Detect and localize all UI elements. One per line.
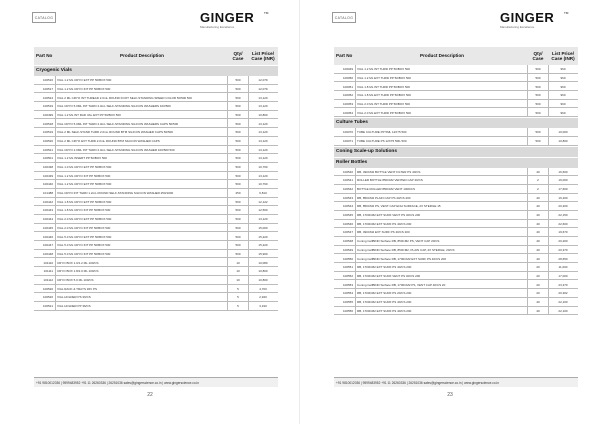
table-row (334, 280, 578, 289)
table-row (334, 185, 578, 194)
cell-description: VIAL 5.0 ML CRYO INT PP 50/BOX 500 (57, 243, 111, 248)
table-row (34, 172, 278, 181)
cell-description: VIAL 1.8 ML EXT THRD PP 50/BOX 500 (357, 93, 411, 98)
cell-description: RB, 490CM2 EXT SURF PS 40/CS 200 (357, 230, 410, 235)
col-description: Product Description (120, 53, 164, 59)
brand-tagline: Manufacturing Excellence (200, 25, 235, 29)
cell-description: VIAL CRYO 5.0ML INT THRD 2.0mL SELF-STANDING SILICON WASHERS 100/500 (57, 104, 171, 109)
table-row (334, 137, 578, 146)
cell-qty: 500 (235, 95, 241, 100)
cell-qty: 500 (235, 78, 241, 83)
cell-price: 23,370 (558, 282, 568, 287)
section-title-culture: Culture Tubes (334, 118, 578, 128)
contact-footer: +91 9810012036 | 9599483952 +91 11 26260336 | 26251036 sales@gingerscience.co.in | www.gingerscience.co.in (34, 377, 278, 387)
trademark: TM (264, 11, 269, 15)
cell-description: VIAL 1.2 ML INT RAD VAL EXT PP 50/BOX 500 (57, 112, 121, 117)
cell-description: VIAL 5.0 ML CRYO EXT PP 50/BOX 500 (57, 234, 112, 239)
cell-qty: 500 (535, 84, 541, 89)
cell-price: 22,150 (558, 213, 568, 218)
cell-part-no: 100554 (342, 291, 353, 296)
table-row (34, 146, 278, 155)
cell-price: 10,800 (258, 277, 268, 282)
cell-description: Coning CellBIND Surface RB, 850CM2, PLAIN CAP, 2X STERILE, 20/CS (357, 247, 455, 252)
cell-price: 16,000 (558, 178, 568, 183)
cell-price: 13,120 (258, 147, 268, 152)
cell-part-no: 101488 (42, 191, 53, 196)
cell-part-no: 100054 (342, 110, 353, 115)
table-row (334, 82, 578, 91)
cell-description: VIAL 1.0 ML CRYO EXT PP 50/BOX 500 (57, 165, 112, 170)
table-row (34, 189, 278, 198)
table-row (34, 93, 278, 102)
table-row (34, 163, 278, 172)
cell-part-no: 100442 (42, 199, 53, 204)
table-row (34, 111, 278, 120)
cell-qty: 500 (535, 138, 541, 143)
table-row (334, 263, 578, 272)
table-row (334, 194, 578, 203)
cell-price: 12,560 (258, 208, 268, 213)
cell-price: 15,900 (258, 251, 268, 256)
cell-part-no: 100552 (342, 273, 353, 278)
cell-price: 22,100 (558, 308, 568, 313)
cell-part-no: 100553 (342, 282, 353, 287)
cell-price: 10,000 (558, 130, 568, 135)
cell-part-no: 100445 (42, 225, 53, 230)
cell-price: 12,079 (258, 86, 268, 91)
cell-description: VIAL 1.2 ML CRYO EXT PP 50/BOX 500 (57, 78, 112, 83)
cell-price: 13,120 (258, 217, 268, 222)
cell-price: 19,670 (558, 230, 568, 235)
cell-part-no: 100052 (342, 93, 353, 98)
contact-footer: +91 9810012036 | 9599483952 +91 11 26260336 | 26251036 sales@gingerscience.co.in | www.gingerscience.co.in (334, 377, 578, 387)
cell-description: RB, 850CM2 PLAIN CAP PS 40/CS 200 (357, 195, 411, 200)
cell-price: 10,800 (558, 138, 568, 143)
table-header (34, 47, 278, 65)
cell-part-no: 100521 (42, 304, 53, 309)
table-row (34, 154, 278, 163)
cell-price: 10,760 (258, 165, 268, 170)
cell-description: VIAL 2.0 ML INT THRD PP 50/BOX 500 (357, 101, 410, 106)
cell-price: 16,600 (558, 169, 568, 174)
cell-qty: 500 (235, 130, 241, 135)
page-header (0, 0, 300, 44)
table-body (334, 128, 578, 145)
page-number: 22 (147, 392, 153, 398)
cell-qty: 500 (235, 225, 241, 230)
cell-price: 13,120 (258, 156, 268, 161)
cell-part-no: 100447 (42, 243, 53, 248)
table-body (334, 65, 578, 117)
cell-qty: 500 (235, 147, 241, 152)
cell-qty: 10 (236, 260, 240, 265)
table-row (334, 272, 578, 281)
cell-price: 13,120 (258, 138, 268, 143)
table-row (34, 206, 278, 215)
cell-part-no: 100440 (42, 182, 53, 187)
trademark: TM (564, 11, 569, 15)
cell-part-no: 100501 (42, 156, 53, 161)
cell-description: TUBE CULTURE PP 5ML 12X75 500 (357, 130, 407, 135)
table-row (334, 202, 578, 211)
cell-description: VIAL 2 ML CRYO EXT THRD 2.0mL ROUND BTM SILICON WASHER CAPS (57, 138, 160, 143)
cell-price: 13,120 (258, 173, 268, 178)
table-header (334, 47, 578, 65)
cell-qty: 500 (535, 110, 541, 115)
cell-price: 28,650 (558, 256, 568, 261)
cell-qty: 40 (536, 256, 540, 261)
table-row (334, 91, 578, 100)
cell-qty: 2 (537, 187, 539, 192)
right-page (300, 0, 600, 424)
cell-description: VIAL 1.8 ML CRYO EXT PP 50/BOX 500 (57, 199, 112, 204)
cell-qty: 500 (535, 101, 541, 106)
cell-part-no: 100051 (342, 84, 353, 89)
cell-part-no: 100448 (42, 251, 53, 256)
cell-part-no: 100542 (342, 187, 353, 192)
cell-qty: 40 (536, 221, 540, 226)
brand-name: GINGER (500, 10, 555, 25)
cell-qty: 10 (236, 277, 240, 282)
cell-part-no: 100524 (42, 95, 53, 100)
cell-description: VIAL CRYO 2.0ML INT THRD 2.0mL SELF-STANDING SILICON WASHER 100/500 500 (57, 147, 175, 152)
table-row (334, 168, 578, 177)
cell-description: RB, 850CM2 PS, VENT CAP ENH SURFACE, 2X STERILE 15 (357, 204, 441, 209)
cell-part-no: 100438 (42, 165, 53, 170)
cell-description: VIAL 2 ML CRYO INT THREAD 2.0mL ROUND FOOT SELF-STANDING SPEED COLOR 50/500 500 (57, 95, 192, 100)
cell-qty: 500 (535, 67, 541, 72)
table-body (34, 76, 278, 311)
cell-description: VIAL 1.8 ML CRYO INT PP 50/BOX 500 (57, 208, 111, 213)
cell-part-no: 100521 (42, 147, 53, 152)
cell-qty: 250 (235, 191, 241, 196)
cell-part-no: 100544 (342, 204, 353, 209)
table-row (34, 258, 278, 267)
cell-part-no: 100520 (42, 138, 53, 143)
cell-part-no: 100520 (42, 286, 53, 291)
col-part-no: Part No (336, 53, 353, 59)
cell-description: VIAL 2.0 ML CRYO EXT PP 50/BOX 500 (57, 217, 112, 222)
col-description: Product Description (420, 53, 464, 59)
cell-part-no: 100549 (342, 247, 353, 252)
cell-description: VIAL 1.8 ML INT THRD PP 50/BOX 500 (357, 84, 410, 89)
cell-description: Coning CellBIND Surface RB, 1700CM2 PS, VENT CAP 40/CS 20 (357, 282, 446, 287)
table-row (34, 76, 278, 85)
cell-description: CRYO BOX 5.0 ML 100/CS (57, 277, 94, 282)
cell-price: 10,800 (258, 269, 268, 274)
cell-qty: 500 (235, 243, 241, 248)
cell-qty: 40 (536, 247, 540, 252)
cell-description: VIAL 2.0 ML EXT THRD PP 50/BOX 500 (357, 110, 411, 115)
cell-qty: 5 (237, 286, 239, 291)
catalog-badge: CATALOG (32, 12, 56, 23)
cell-qty: 500 (235, 217, 241, 222)
section-title-roller: Roller Bottles (334, 158, 578, 168)
cell-description: RB, 1700CM2 EXT SURF PS 40/CS 200 (357, 299, 412, 304)
table-row (334, 246, 578, 255)
table-row (34, 128, 278, 137)
cell-price: 20,370 (558, 247, 568, 252)
cell-qty: 40 (536, 213, 540, 218)
cell-part-no: 100049 (342, 67, 353, 72)
catalog-badge: CATALOG (332, 12, 356, 23)
cell-part-no: 100540 (342, 169, 353, 174)
cell-price: 6,810 (259, 191, 267, 196)
cell-description: RB, 1700CM2 EXT SURF PS 40/CS 200 (357, 221, 412, 226)
cell-description: VIAL 1.2 ML INT THRD PP 50/BOX 500 (357, 67, 410, 72)
cell-description: VIAL HOLDER PS 36/CS (57, 295, 91, 300)
cell-price: 960 (560, 67, 566, 72)
cell-price: 15,220 (258, 243, 268, 248)
cell-part-no: 101110 (43, 260, 53, 265)
cell-qty: 500 (235, 138, 241, 143)
cell-price: 17,000 (558, 273, 568, 278)
cell-price: 10,860 (258, 112, 268, 117)
cell-price: 20,302 (558, 291, 568, 296)
cell-description: RB, 1700CM2 EXT SURF PS 20/CS 200 (357, 291, 412, 296)
table-row (34, 215, 278, 224)
cell-part-no: 100518 (42, 121, 53, 126)
table-row (334, 65, 578, 74)
cell-price: 15,220 (258, 234, 268, 239)
cell-qty: 500 (235, 121, 241, 126)
cell-qty: 500 (235, 86, 241, 91)
col-part-no: Part No (36, 53, 53, 59)
cell-description: VIAL 2 ML SELF-STAND THRD 2.0mL ROUND BTM SILICON WASHER CAPS 50/500 (57, 130, 173, 135)
table-row (34, 285, 278, 294)
section-title: Cryogenic Vials (34, 66, 278, 76)
cell-qty: 20 (536, 291, 540, 296)
cell-qty: 500 (235, 234, 241, 239)
cell-description: ROLLER BOTTLE 850CM2 VENTED CAP 20/CS (357, 178, 423, 183)
cell-price: 960 (560, 84, 566, 89)
cell-qty: 500 (235, 156, 241, 161)
cell-description: VIAL CRYO 5.0ML INT THRD 2.0mL SELF-STANDING SILICON WASHERS CAPS 50/500 (57, 121, 179, 126)
cell-price: 2,940 (259, 295, 267, 300)
col-price: List Price/ Case (INR) (551, 50, 575, 61)
cell-part-no: 101111 (43, 269, 53, 274)
col-price: List Price/ Case (INR) (251, 50, 275, 61)
cell-price: 12,122 (258, 199, 268, 204)
table-row (334, 254, 578, 263)
cell-qty: 40 (536, 299, 540, 304)
cell-price: 960 (560, 75, 566, 80)
brand-tagline: Manufacturing Excellence (500, 25, 535, 29)
section-title-coating: Coning Scale-up Solutions (334, 147, 578, 157)
table-row (334, 74, 578, 83)
table-row (34, 250, 278, 259)
cell-description: VIAL HOLDER PP 36/CS (57, 304, 91, 309)
table-row (34, 224, 278, 233)
table-row (34, 198, 278, 207)
cell-qty: 10 (236, 269, 240, 274)
cell-qty: 2 (537, 178, 539, 183)
cell-part-no: 100444 (42, 217, 53, 222)
table-body (334, 168, 578, 316)
cell-part-no: 100520 (42, 295, 53, 300)
table-row (334, 228, 578, 237)
table-row (34, 232, 278, 241)
cell-part-no: 100543 (342, 195, 353, 200)
cell-description: Coning CellBIND Surface RB, 850CM2 PS, VENT CAP 20/CS (357, 239, 440, 244)
cell-part-no: 100545 (342, 213, 353, 218)
table-row (334, 298, 578, 307)
cell-price: 3,190 (259, 304, 267, 309)
cell-qty: 500 (235, 104, 241, 109)
cell-qty: 5 (237, 295, 239, 300)
cell-part-no: 100517 (42, 86, 53, 91)
cell-description: VIAL 1.2 ML CRYO INT PP 50/BOX 500 (57, 173, 111, 178)
cell-part-no: 100071 (342, 138, 353, 143)
cell-description: RB, 1700CM2 EXT SURF VENT PS 40/CS 200 (357, 273, 421, 278)
price-table-right (334, 47, 578, 315)
cell-description: VIAL 5.0 ML CRYO INT PP 50/BOX 500 (57, 251, 111, 256)
cell-description: CRYO BOX 1.8/2.0 ML 100/CS (57, 269, 99, 274)
cell-description: VIAL 1.2 ML EXT THRD PP 50/BOX 500 (357, 75, 411, 80)
table-row (34, 119, 278, 128)
cell-qty: 500 (235, 112, 241, 117)
cell-price: 13,120 (258, 104, 268, 109)
cell-qty: 500 (235, 199, 241, 204)
table-row (334, 289, 578, 298)
cell-price: 17,600 (558, 187, 568, 192)
cell-description: RB, 1700CM2 EXT SURF VENT PS 40/CS 200 (357, 213, 421, 218)
cell-part-no: 100541 (342, 178, 353, 183)
cell-price: 10,760 (258, 182, 268, 187)
cell-price: 960 (560, 93, 566, 98)
cell-price: 960 (560, 101, 566, 106)
cell-description: VIAL 1.2 ML CRYO EXT PP 50/BOX 500 (57, 182, 112, 187)
table-row (334, 128, 578, 137)
cell-description: Coning CellBIND Surface RB, 1700CM2 EXT SURF PS 40/CS 200 (357, 256, 446, 261)
cell-description: RB, 1700CM2 EXT SURF PS 40/CS 200 (357, 308, 412, 313)
cell-price: 22,600 (558, 221, 568, 226)
page-header (300, 0, 600, 44)
cell-description: CRYO BOX 1.0/1.2 ML 100/CS (57, 260, 99, 265)
cell-part-no: 100551 (342, 265, 353, 270)
cell-price: 11,000 (558, 265, 568, 270)
cell-part-no: 100050 (342, 75, 353, 80)
cell-qty: 20 (536, 273, 540, 278)
cell-qty: 40 (536, 195, 540, 200)
cell-qty: 5 (237, 304, 239, 309)
cell-part-no: 100053 (342, 101, 353, 106)
cell-price: 12,079 (258, 78, 268, 83)
table-row (34, 102, 278, 111)
cell-part-no: 101112 (43, 277, 53, 282)
cell-description: VIAL 2.0 ML CRYO INT PP 50/BOX 500 (57, 225, 111, 230)
cell-part-no: 100555 (342, 299, 353, 304)
cell-part-no: 100556 (342, 308, 353, 313)
cell-price: 13,120 (258, 121, 268, 126)
cell-part-no: 100070 (342, 130, 353, 135)
cell-qty: 500 (235, 182, 241, 187)
cell-price: 10,080 (258, 260, 268, 265)
table-row (34, 267, 278, 276)
cell-description: VIAL RACK & TRAYS 36V PS (57, 286, 97, 291)
table-row (34, 137, 278, 146)
cell-part-no: 100519 (42, 104, 53, 109)
cell-part-no: 100519 (42, 130, 53, 135)
cell-description: VIAL 1.2 ML CRYO INT PP 50/BOX 500 (57, 86, 111, 91)
table-row (34, 293, 278, 302)
cell-qty: 20 (536, 282, 540, 287)
cell-part-no: 100446 (42, 234, 53, 239)
cell-description: RB, 490CM2 BOTTLE VENT FILTER PS 40/CS (357, 169, 421, 174)
table-row (334, 211, 578, 220)
cell-qty: 500 (235, 251, 241, 256)
cell-qty: 40 (536, 169, 540, 174)
cell-part-no: 100547 (342, 230, 353, 235)
cell-description: BOTTLE ROLLER 850CM2 VENT 1000/CS (357, 187, 415, 192)
price-table-left (34, 47, 278, 311)
cell-price: 15,000 (258, 225, 268, 230)
cell-price: 13,120 (258, 130, 268, 135)
cell-price: 20,200 (558, 239, 568, 244)
cell-description: VIAL CRYO INT THRD 1.2mL ROUND SELF-STANDING SILICON WASHER 250/1000 (57, 191, 174, 196)
cell-qty: 500 (235, 173, 241, 178)
cell-qty: 40 (536, 230, 540, 235)
brand-logo (500, 11, 572, 31)
cell-price: 960 (560, 110, 566, 115)
cell-qty: 500 (535, 93, 541, 98)
cell-part-no: 100499 (42, 112, 53, 117)
cell-price: 20,200 (558, 204, 568, 209)
cell-part-no: 100443 (42, 208, 53, 213)
page-number: 23 (447, 392, 453, 398)
table-row (334, 307, 578, 316)
table-row (34, 241, 278, 250)
cell-qty: 500 (535, 130, 541, 135)
cell-price: 4,700 (259, 286, 267, 291)
cell-part-no: 100516 (42, 78, 53, 83)
cell-description: VIAL 1.2 ML INSERT PP 50/BOX 500 (57, 156, 107, 161)
cell-qty: 500 (235, 208, 241, 213)
cell-part-no: 100546 (342, 221, 353, 226)
table-row (34, 180, 278, 189)
cell-description: TUBE CULTURE PS 12X75 5ML 500 (357, 138, 407, 143)
table-row (334, 220, 578, 229)
cell-qty: 40 (536, 239, 540, 244)
table-row (334, 100, 578, 109)
table-row (334, 176, 578, 185)
col-qty: Qty/ Case (532, 50, 544, 61)
table-row (34, 276, 278, 285)
table-row (34, 85, 278, 94)
cell-part-no: 100550 (342, 256, 353, 261)
table-row (334, 108, 578, 117)
brand-logo (200, 11, 272, 31)
cell-qty: 20 (536, 265, 540, 270)
cell-qty: 40 (536, 308, 540, 313)
cell-price: 16,200 (558, 195, 568, 200)
cell-qty: 500 (235, 165, 241, 170)
table-row (334, 237, 578, 246)
cell-part-no: 100548 (342, 239, 353, 244)
cell-description: RB, 1700CM2 EXT SURF PS 40/CS 200 (357, 265, 412, 270)
cell-qty: 40 (536, 204, 540, 209)
cell-price: 22,100 (558, 299, 568, 304)
col-qty: Qty/ Case (232, 50, 244, 61)
cell-part-no: 100439 (42, 173, 53, 178)
cell-price: 13,120 (258, 95, 268, 100)
cell-qty: 500 (535, 75, 541, 80)
brand-name: GINGER (200, 10, 255, 25)
table-row (34, 302, 278, 311)
